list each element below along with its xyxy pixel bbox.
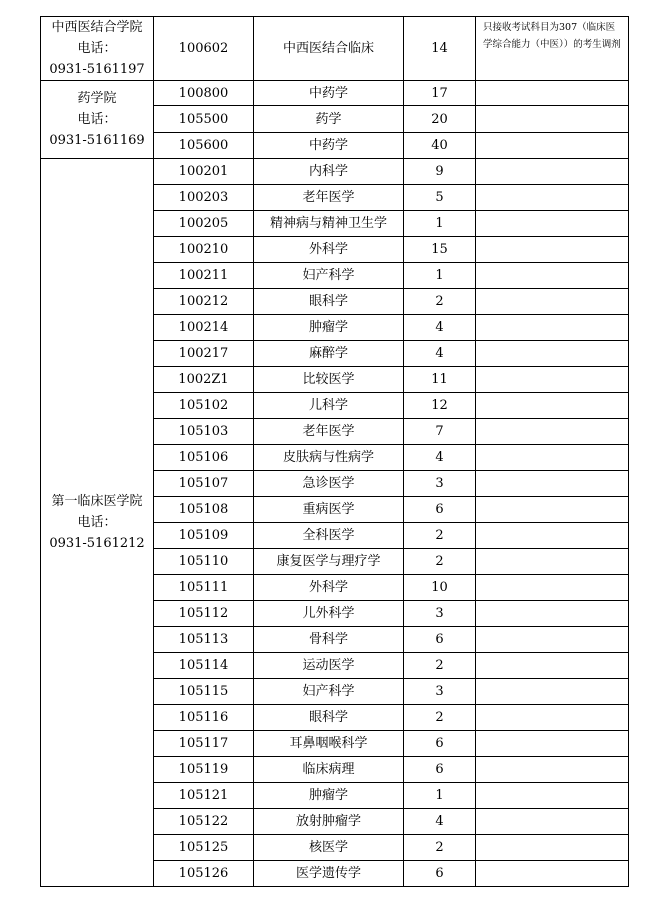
note-cell: [476, 705, 629, 731]
quota-count-cell: 1: [404, 783, 476, 809]
major-code-cell: 105115: [154, 679, 254, 705]
major-code-cell: 105117: [154, 731, 254, 757]
quota-count-cell: 15: [404, 237, 476, 263]
quota-count-cell: 2: [404, 523, 476, 549]
college-cell: [41, 81, 154, 159]
major-code-cell: 100800: [154, 81, 254, 106]
major-code-cell: 105103: [154, 419, 254, 445]
note-cell: [476, 601, 629, 627]
note-cell: [476, 263, 629, 289]
table-row: [41, 159, 629, 185]
note-cell: [476, 341, 629, 367]
note-cell: [476, 419, 629, 445]
major-name-cell: 骨科学: [254, 627, 404, 653]
note-cell: [476, 861, 629, 887]
major-code-cell: 100201: [154, 159, 254, 185]
college-phone: 0931-5161169: [49, 133, 145, 148]
note-cell: [476, 731, 629, 757]
major-code-cell: 105121: [154, 783, 254, 809]
quota-count-cell: 11: [404, 367, 476, 393]
major-name-cell: 外科学: [254, 575, 404, 601]
note-cell: [476, 133, 629, 159]
note-cell: [476, 549, 629, 575]
major-name-cell: 中药学: [254, 81, 404, 106]
quota-count-cell: 6: [404, 497, 476, 523]
college-phone: 0931-5161212: [49, 536, 145, 551]
major-name-cell: 精神病与精神卫生学: [254, 211, 404, 237]
major-name-cell: 重病医学: [254, 497, 404, 523]
quota-count-cell: 2: [404, 705, 476, 731]
major-name-cell: 急诊医学: [254, 471, 404, 497]
major-name-cell: 临床病理: [254, 757, 404, 783]
major-code-cell: 100203: [154, 185, 254, 211]
college-phone-label: 电话：: [77, 41, 117, 56]
major-code-cell: 105106: [154, 445, 254, 471]
major-name-cell: 儿科学: [254, 393, 404, 419]
major-code-cell: 105126: [154, 861, 254, 887]
major-name-cell: 康复医学与理疗学: [254, 549, 404, 575]
major-code-cell: 105113: [154, 627, 254, 653]
note-cell: [476, 367, 629, 393]
note-cell: [476, 627, 629, 653]
note-cell: [476, 81, 629, 106]
major-code-cell: 100602: [154, 17, 254, 81]
major-name-cell: 妇产科学: [254, 263, 404, 289]
college-name: 中西医结合学院: [51, 20, 143, 35]
note-cell: [476, 159, 629, 185]
quota-count-cell: 4: [404, 315, 476, 341]
major-code-cell: 105108: [154, 497, 254, 523]
major-name-cell: 妇产科学: [254, 679, 404, 705]
quota-count-cell: 6: [404, 757, 476, 783]
quota-count-cell: 3: [404, 471, 476, 497]
note-cell: [476, 237, 629, 263]
major-name-cell: 中药学: [254, 133, 404, 159]
quota-count-cell: 1: [404, 211, 476, 237]
quota-count-cell: 3: [404, 601, 476, 627]
table-row: [41, 17, 629, 81]
quota-count-cell: 20: [404, 106, 476, 133]
major-code-cell: 100205: [154, 211, 254, 237]
quota-count-cell: 10: [404, 575, 476, 601]
major-name-cell: 放射肿瘤学: [254, 809, 404, 835]
college-phone-label: 电话：: [77, 112, 117, 127]
note-cell: [476, 653, 629, 679]
major-name-cell: 耳鼻咽喉科学: [254, 731, 404, 757]
quota-count-cell: 4: [404, 809, 476, 835]
college-name: 药学院: [77, 91, 117, 106]
major-code-cell: 100212: [154, 289, 254, 315]
quota-count-cell: 5: [404, 185, 476, 211]
major-code-cell: 100211: [154, 263, 254, 289]
major-code-cell: 105110: [154, 549, 254, 575]
note-cell: [476, 523, 629, 549]
note-cell: [476, 289, 629, 315]
quota-count-cell: 6: [404, 861, 476, 887]
note-cell: [476, 809, 629, 835]
major-code-cell: 105125: [154, 835, 254, 861]
quota-count-cell: 7: [404, 419, 476, 445]
major-name-cell: 内科学: [254, 159, 404, 185]
major-name-cell: 运动医学: [254, 653, 404, 679]
college-name: 第一临床医学院: [51, 494, 143, 509]
college-phone: 0931-5161197: [49, 62, 145, 77]
major-code-cell: 105500: [154, 106, 254, 133]
table-row: [41, 81, 629, 106]
major-name-cell: 肿瘤学: [254, 783, 404, 809]
note-cell: [476, 211, 629, 237]
major-code-cell: 105109: [154, 523, 254, 549]
major-name-cell: 老年医学: [254, 419, 404, 445]
note-cell: [476, 185, 629, 211]
quota-count-cell: 1: [404, 263, 476, 289]
note-cell: 只接收考试科目为307（临床医学综合能力（中医））的考生调剂: [476, 17, 629, 81]
major-code-cell: 105119: [154, 757, 254, 783]
major-code-cell: 105112: [154, 601, 254, 627]
major-code-cell: 105116: [154, 705, 254, 731]
college-cell: [41, 17, 154, 81]
note-cell: [476, 757, 629, 783]
major-code-cell: 105600: [154, 133, 254, 159]
major-name-cell: 药学: [254, 106, 404, 133]
major-name-cell: 肿瘤学: [254, 315, 404, 341]
major-name-cell: 眼科学: [254, 705, 404, 731]
note-cell: [476, 445, 629, 471]
quota-count-cell: 14: [404, 17, 476, 81]
quota-count-cell: 4: [404, 445, 476, 471]
quota-count-cell: 6: [404, 627, 476, 653]
quota-count-cell: 17: [404, 81, 476, 106]
major-name-cell: 外科学: [254, 237, 404, 263]
major-name-cell: 中西医结合临床: [254, 17, 404, 81]
note-cell: [476, 783, 629, 809]
major-code-cell: 105107: [154, 471, 254, 497]
quota-count-cell: 9: [404, 159, 476, 185]
major-name-cell: 麻醉学: [254, 341, 404, 367]
note-cell: [476, 471, 629, 497]
major-code-cell: 100210: [154, 237, 254, 263]
note-cell: [476, 393, 629, 419]
admissions-table: [40, 16, 629, 887]
quota-count-cell: 2: [404, 653, 476, 679]
quota-count-cell: 4: [404, 341, 476, 367]
note-cell: [476, 835, 629, 861]
major-code-cell: 100217: [154, 341, 254, 367]
admissions-table-page: [40, 16, 629, 887]
major-name-cell: 老年医学: [254, 185, 404, 211]
college-cell: [41, 159, 154, 887]
major-name-cell: 皮肤病与性病学: [254, 445, 404, 471]
college-phone-label: 电话：: [77, 515, 117, 530]
major-code-cell: 105114: [154, 653, 254, 679]
quota-count-cell: 12: [404, 393, 476, 419]
major-code-cell: 100214: [154, 315, 254, 341]
major-code-cell: 105102: [154, 393, 254, 419]
quota-count-cell: 2: [404, 549, 476, 575]
major-name-cell: 核医学: [254, 835, 404, 861]
major-code-cell: 105111: [154, 575, 254, 601]
note-cell: [476, 679, 629, 705]
quota-count-cell: 2: [404, 289, 476, 315]
major-code-cell: 1002Z1: [154, 367, 254, 393]
note-cell: [476, 106, 629, 133]
quota-count-cell: 3: [404, 679, 476, 705]
major-name-cell: 医学遗传学: [254, 861, 404, 887]
major-name-cell: 全科医学: [254, 523, 404, 549]
note-cell: [476, 575, 629, 601]
quota-count-cell: 6: [404, 731, 476, 757]
note-cell: [476, 315, 629, 341]
major-code-cell: 105122: [154, 809, 254, 835]
note-cell: [476, 497, 629, 523]
quota-count-cell: 40: [404, 133, 476, 159]
major-name-cell: 眼科学: [254, 289, 404, 315]
quota-count-cell: 2: [404, 835, 476, 861]
major-name-cell: 比较医学: [254, 367, 404, 393]
major-name-cell: 儿外科学: [254, 601, 404, 627]
